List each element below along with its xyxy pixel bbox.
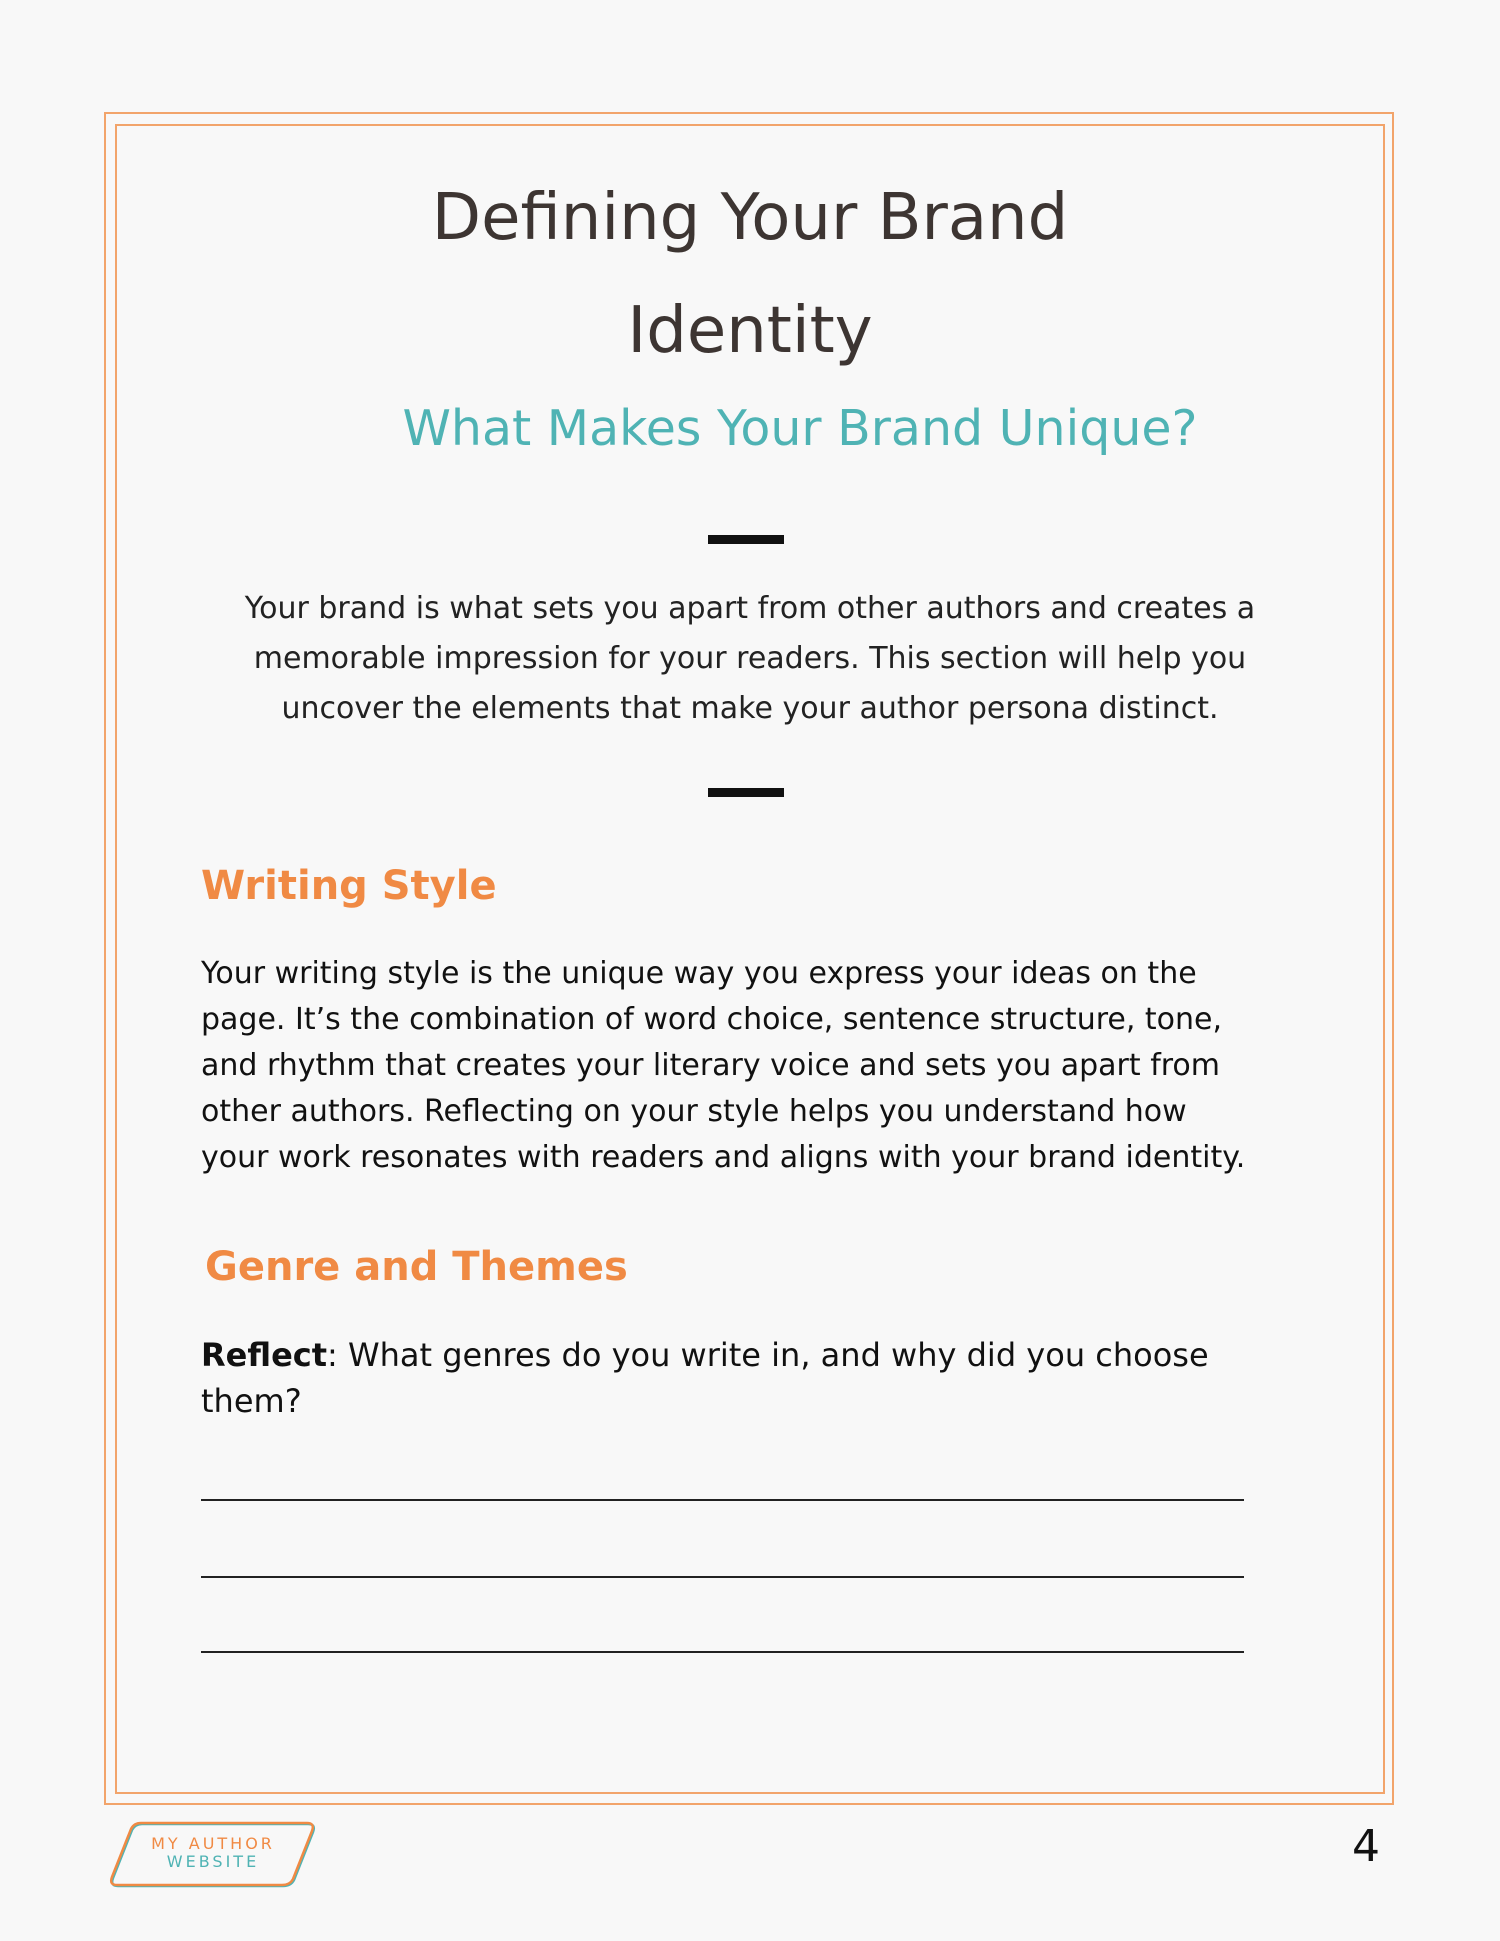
divider-dash-bottom	[708, 788, 784, 797]
divider-dash-top	[708, 535, 784, 544]
answer-line-2[interactable]	[201, 1576, 1244, 1578]
logo-text-line-2: WEBSITE	[166, 1852, 260, 1871]
page-title-line-1: Defining Your Brand	[431, 181, 1069, 255]
reflect-label: Reflect	[201, 1336, 328, 1374]
writing-style-paragraph: Your writing style is the unique way you express your ideas on the page. It’s the combination of word choice, sentence structure, tone, and rhythm that creates your literary voice and sets you apart from other authors. Reflecting on your style helps you understand how your work resonates with readers and aligns with your brand identity.	[201, 956, 1246, 1175]
reflect-prompt	[201, 1332, 1281, 1424]
writing-style-heading: Writing Style	[201, 863, 497, 909]
reflect-question: : What genres do you write in, and why did you choose them?	[201, 1336, 1209, 1420]
genre-themes-heading: Genre and Themes	[205, 1244, 628, 1290]
answer-line-1[interactable]	[201, 1499, 1244, 1501]
author-website-logo	[108, 1818, 318, 1890]
intro-paragraph: Your brand is what sets you apart from other authors and creates a memorable impression for your readers. This section will help you uncover the elements that make your author persona distinct.	[244, 591, 1256, 726]
logo-text-line-1: MY AUTHOR	[151, 1834, 275, 1853]
answer-line-3[interactable]	[201, 1651, 1244, 1653]
page-subtitle: What Makes Your Brand Unique?	[402, 400, 1198, 457]
page-title-line-2: Identity	[627, 294, 873, 368]
page-number: 4	[1352, 1821, 1380, 1872]
